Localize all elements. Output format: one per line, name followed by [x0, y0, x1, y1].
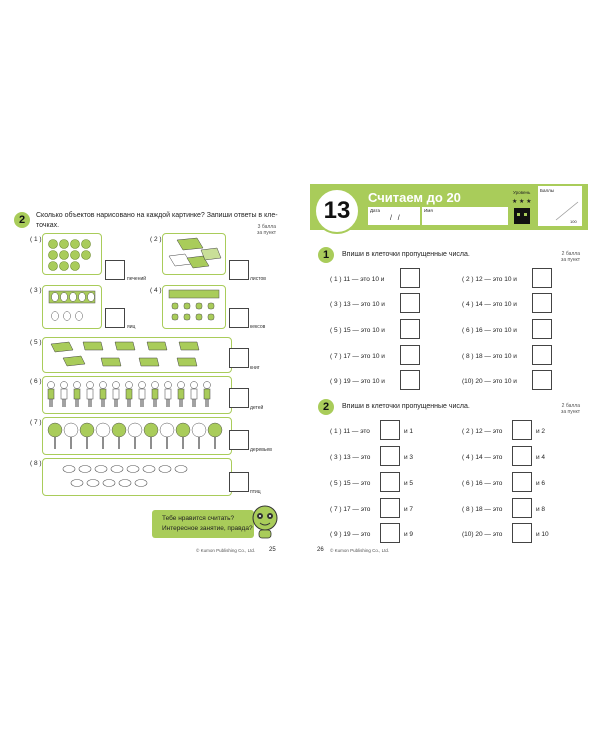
speech-bubble: [152, 510, 254, 538]
exercise-tail: и 8: [536, 506, 546, 513]
picture-frame: [42, 285, 102, 329]
exercise-tail: и 9: [404, 531, 414, 538]
answer-box[interactable]: [229, 308, 249, 328]
exercise-tail: и 7: [404, 506, 414, 513]
speech-line: Тебе нравится считать?: [162, 515, 235, 522]
picture-frame: [42, 337, 232, 373]
answer-box[interactable]: [400, 345, 420, 365]
points-note: [540, 403, 580, 415]
task-instruction: Сколько объектов нарисовано на каждой картинке? Запиши ответы в кле-: [36, 212, 278, 219]
exercise-left: ( 1 ) 11 — это 10 и: [330, 276, 385, 283]
task-instruction: Впиши в клеточки пропущенные числа.: [342, 403, 470, 410]
exercise-right: ( 2 ) 12 — это: [462, 428, 503, 435]
task-instruction: Впиши в клеточки пропущенные числа.: [342, 251, 470, 258]
lesson-title: Считаем до 20: [368, 190, 461, 205]
exercise-right: ( 4 ) 14 — это 10 и: [462, 301, 517, 308]
answer-box[interactable]: [512, 446, 532, 466]
exercise-right: ( 6 ) 16 — это: [462, 480, 503, 487]
answer-box[interactable]: [400, 370, 420, 390]
item-number: ( 6 ): [30, 378, 42, 385]
answer-box[interactable]: [512, 472, 532, 492]
points-line: 2 балла: [561, 251, 580, 257]
exercise-tail: и 5: [404, 480, 414, 487]
date-separator: / /: [390, 215, 400, 222]
paper-sheets-illustration: [163, 234, 225, 274]
item-number: ( 2 ): [150, 236, 162, 243]
unit-label: детей: [250, 405, 264, 411]
exercise-left: ( 5 ) 15 — это 10 и: [330, 327, 385, 334]
points-note: [540, 251, 580, 263]
answer-box[interactable]: [229, 472, 249, 492]
exercise-right: ( 8 ) 18 — это 10 и: [462, 353, 517, 360]
exercise-left: ( 3 ) 13 — это 10 и: [330, 301, 385, 308]
exercise-left: ( 7 ) 17 — это 10 и: [330, 353, 385, 360]
answer-box[interactable]: [229, 388, 249, 408]
score-box[interactable]: [538, 186, 582, 226]
unit-label: кексов: [250, 324, 266, 330]
points-line: 2 балла: [561, 403, 580, 409]
answer-box[interactable]: [380, 446, 400, 466]
points-line: 3 балла: [257, 224, 276, 230]
picture-frame: [42, 458, 232, 496]
speech-line: Интересное занятие, правда?: [162, 525, 253, 532]
picture-frame: [42, 417, 232, 455]
name-label: Имя: [424, 208, 433, 213]
exercise-tail: и 6: [536, 480, 546, 487]
copyright: © Kumon Publishing Co., Ltd.: [196, 548, 256, 553]
picture-frame: [42, 376, 232, 414]
answer-box[interactable]: [532, 370, 552, 390]
mascot-icon: [250, 503, 280, 539]
answer-box[interactable]: [380, 523, 400, 543]
answer-box[interactable]: [400, 319, 420, 339]
answer-box[interactable]: [400, 293, 420, 313]
points-line: за пункт: [561, 257, 580, 263]
task-instruction-cont: точках.: [36, 222, 60, 229]
score-label: Баллы: [540, 188, 554, 193]
exercise-right: ( 6 ) 16 — это 10 и: [462, 327, 517, 334]
exercise-left: ( 5 ) 15 — это: [330, 480, 371, 487]
exercise-left: ( 7 ) 17 — это: [330, 506, 371, 513]
answer-box[interactable]: [532, 293, 552, 313]
unit-label: книг: [250, 365, 260, 371]
level-stars: ★ ★ ★: [512, 199, 532, 205]
level-label: Уровень: [513, 190, 531, 195]
item-number: ( 1 ): [30, 236, 42, 243]
exercise-left: ( 3 ) 13 — это: [330, 454, 371, 461]
answer-box[interactable]: [229, 348, 249, 368]
answer-box[interactable]: [512, 523, 532, 543]
answer-box[interactable]: [512, 420, 532, 440]
name-field[interactable]: [422, 207, 508, 225]
mascot-stamp: [514, 208, 530, 224]
exercise-tail: и 3: [404, 454, 414, 461]
page-number: 25: [269, 547, 276, 553]
score-max: 100: [570, 219, 577, 224]
lesson-number: 13: [314, 188, 360, 234]
cupcakes-illustration: [163, 286, 225, 328]
unit-label: деревьев: [250, 447, 272, 453]
answer-box[interactable]: [105, 260, 125, 280]
exercise-tail: и 10: [536, 531, 549, 538]
answer-box[interactable]: [229, 260, 249, 280]
task-badge: 2: [318, 399, 334, 415]
stamp-eye: [524, 213, 527, 216]
picture-frame: [42, 233, 102, 275]
item-number: ( 3 ): [30, 287, 42, 294]
exercise-left: ( 1 ) 11 — это: [330, 428, 370, 435]
exercise-tail: и 4: [536, 454, 546, 461]
unit-label: печений: [127, 276, 147, 282]
unit-label: яиц: [127, 324, 136, 330]
exercise-tail: и 1: [404, 428, 414, 435]
answer-box[interactable]: [380, 472, 400, 492]
answer-box[interactable]: [105, 308, 125, 328]
answer-box[interactable]: [380, 498, 400, 518]
stamp-eye: [517, 213, 520, 216]
answer-box[interactable]: [380, 420, 400, 440]
item-number: ( 4 ): [150, 287, 162, 294]
birds-illustration: [43, 459, 231, 495]
exercise-right: ( 2 ) 12 — это 10 и: [462, 276, 517, 283]
exercise-right: (10) 20 — это 10 и: [462, 378, 517, 385]
date-field[interactable]: [368, 207, 420, 225]
date-label: Дата: [370, 208, 380, 213]
item-number: ( 5 ): [30, 339, 42, 346]
copyright: © Kumon Publishing Co., Ltd.: [330, 548, 390, 553]
answer-box[interactable]: [229, 430, 249, 450]
trees-illustration: [43, 418, 231, 454]
points-line: за пункт: [257, 230, 276, 236]
answer-box[interactable]: [400, 268, 420, 288]
unit-label: птиц: [250, 489, 261, 495]
exercise-right: (10) 20 — это: [462, 531, 503, 538]
page-number: 26: [317, 547, 324, 553]
exercise-tail: и 2: [536, 428, 546, 435]
item-number: ( 8 ): [30, 460, 42, 467]
books-illustration: [43, 338, 231, 372]
answer-box[interactable]: [532, 345, 552, 365]
picture-frame: [162, 233, 226, 275]
points-note: [240, 224, 276, 236]
item-number: ( 7 ): [30, 419, 42, 426]
answer-box[interactable]: [512, 498, 532, 518]
picture-frame: [162, 285, 226, 329]
exercise-left: ( 9 ) 19 — это: [330, 531, 371, 538]
exercise-right: ( 4 ) 14 — это: [462, 454, 503, 461]
answer-box[interactable]: [532, 268, 552, 288]
eggs-illustration: [43, 286, 101, 328]
exercise-left: ( 9 ) 19 — это 10 и: [330, 378, 385, 385]
children-illustration: [43, 377, 231, 413]
points-line: за пункт: [561, 409, 580, 415]
exercise-right: ( 8 ) 18 — это: [462, 506, 503, 513]
unit-label: листов: [250, 276, 266, 282]
answer-box[interactable]: [532, 319, 552, 339]
task-badge: 1: [318, 247, 334, 263]
task-badge: 2: [14, 212, 30, 228]
cookies-illustration: [43, 234, 101, 274]
